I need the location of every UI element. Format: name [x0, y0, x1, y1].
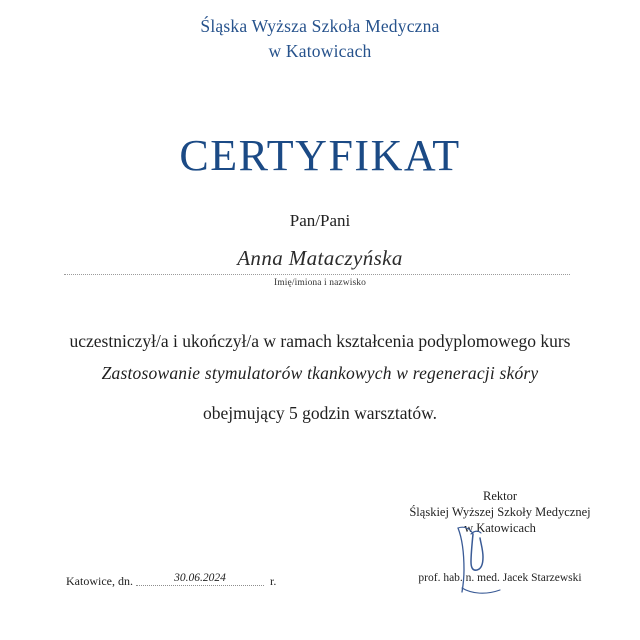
date-label: Katowice, dn.	[66, 574, 133, 588]
date-leader-rule	[136, 585, 264, 586]
date-value: 30.06.2024	[174, 572, 226, 584]
signatory-institution-line1: Śląskiej Wyższej Szkoły Medycznej	[409, 505, 591, 519]
institution-header	[0, 14, 640, 64]
participation-text: uczestniczył/a i ukończył/a w ramach kształcenia podyplomowego kurs	[69, 331, 571, 351]
institution-name-line1: Śląska Wyższa Szkoła Medyczna	[200, 16, 440, 36]
course-title-text: Zastosowanie stymulatorów tkankowych w regeneracji skóry	[101, 363, 539, 383]
signatory-institution-line2: w Katowicach	[464, 521, 536, 535]
salutation-label: Pan/Pani	[289, 211, 351, 230]
course-hours-text: obejmujący 5 godzin warsztatów.	[202, 403, 438, 423]
recipient-name: Anna Mataczyńska	[237, 246, 403, 270]
institution-name-line2: w Katowicach	[268, 41, 372, 61]
signatory-full-name: prof. hab. n. med. Jacek Starzewski	[418, 572, 582, 584]
recipient-name-caption: Imię/imiona i nazwisko	[274, 278, 366, 288]
signatory-role: Rektor	[482, 489, 518, 503]
recipient-name-block	[0, 246, 640, 270]
date-block	[58, 572, 288, 592]
signature-block	[380, 488, 620, 536]
recipient-name-rule	[64, 273, 570, 275]
certificate-title: CERTYFIKAT	[179, 131, 461, 180]
date-suffix: r.	[270, 574, 277, 588]
